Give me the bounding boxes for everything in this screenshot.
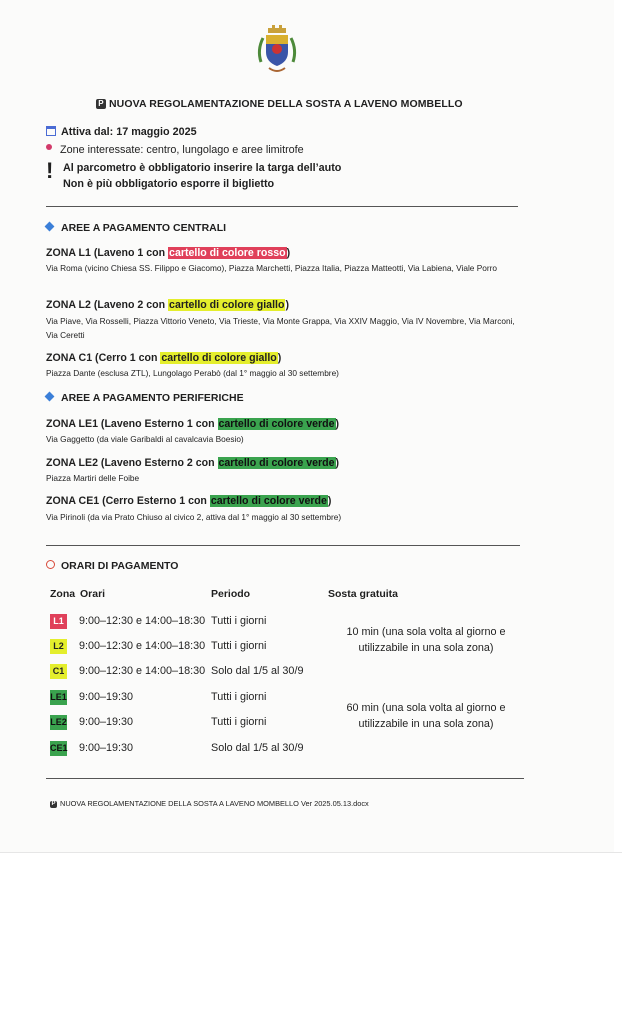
hours-cell: 9:00–12:30 e 14:00–18:30 (79, 640, 206, 652)
hours-cell: 9:00–19:30 (79, 691, 134, 703)
affected-zones: Zone interessate: centro, lungolago e aree limitrofe (46, 144, 304, 156)
document-footer: P NUOVA REGOLAMENTAZIONE DELLA SOSTA A LAVENO MOMBELLO Ver 2025.05.13.docx (51, 799, 369, 808)
zone-ce1-title: ZONA CE1 (Cerro Esterno 1 con cartello di colore verde) (46, 495, 332, 507)
divider (46, 545, 520, 546)
period-cell: Tutti i giorni (211, 691, 267, 703)
hours-cell: 9:00–19:30 (79, 742, 134, 754)
column-header-period: Periodo (211, 588, 251, 600)
exclamation-icon: ! (46, 158, 54, 183)
zone-l1-title: ZONA L1 (Laveno 1 con cartello di colore rosso) (46, 247, 291, 259)
blank-area (0, 852, 622, 1025)
zone-le1-streets: Via Gaggetto (da viale Garibaldi al cavalcavia Boesio) (46, 434, 244, 444)
peripheral-areas-heading: AREE A PAGAMENTO PERIFERICHE (46, 392, 244, 404)
zone-badge: LE2 (50, 715, 67, 730)
ticket-notice: Non è più obbligatorio esporre il biglietto (63, 178, 275, 190)
zone-l2-title: ZONA L2 (Laveno 2 con cartello di colore giallo) (46, 299, 289, 311)
zone-l2-streets: Via Piave, Via Rosselli, Piazza Vittorio Veneto, Via Trieste, Via Monte Grappa, Via XXIV Maggio, Via IV Novembre, Via Marconi, Via Ceretti (46, 316, 515, 340)
divider (46, 778, 524, 779)
divider (46, 206, 518, 207)
zone-le2-streets: Piazza Martiri delle Foibe (46, 473, 140, 483)
column-header-hours: Orari (80, 588, 106, 600)
clock-icon (46, 560, 55, 569)
zone-badge: LE1 (50, 690, 67, 705)
zone-le1-title: ZONA LE1 (Laveno Esterno 1 con cartello di colore verde) (46, 418, 340, 430)
sign-color-label: cartello di colore giallo (169, 299, 285, 311)
column-header-free-parking: Sosta gratuita (328, 588, 399, 600)
document-title: P NUOVA REGOLAMENTAZIONE DELLA SOSTA A LAVENO MOMBELLO (96, 98, 463, 110)
parking-icon: P (51, 801, 56, 807)
zone-ce1-streets: Via Pirinoli (da via Prato Chiuso al civico 2, attiva dal 1° maggio al 30 settembre) (46, 512, 342, 522)
hours-cell: 9:00–19:30 (79, 716, 134, 728)
period-cell: Solo dal 1/5 al 30/9 (211, 665, 304, 677)
schedule-heading: ORARI DI PAGAMENTO (46, 560, 178, 572)
parking-icon: P (96, 99, 106, 109)
diamond-icon (45, 392, 55, 402)
sign-color-label: cartello di colore verde (218, 418, 335, 430)
zone-badge: L2 (50, 639, 67, 654)
period-cell: Solo dal 1/5 al 30/9 (211, 742, 304, 754)
hours-cell: 9:00–12:30 e 14:00–18:30 (79, 615, 206, 627)
diamond-icon (45, 222, 55, 232)
period-cell: Tutti i giorni (211, 615, 267, 627)
coat-of-arms-logo (255, 22, 299, 78)
zone-le2-title: ZONA LE2 (Laveno Esterno 2 con cartello di colore verde) (46, 457, 340, 469)
plate-notice: Al parcometro è obbligatorio inserire la targa dell’auto (63, 162, 342, 174)
zone-l1-streets: Via Roma (vicino Chiesa SS. Filippo e Giacomo), Piazza Marchetti, Piazza Italia, Piazza Matteotti, Via Labiena, Viale Porro (46, 263, 498, 273)
sign-color-label: cartello di colore verde (210, 495, 327, 507)
zone-c1-streets: Piazza Dante (esclusa ZTL), Lungolago Perabò (dal 1° maggio al 30 settembre) (46, 368, 339, 378)
sign-color-label: cartello di colore rosso (169, 247, 286, 259)
sign-color-label: cartello di colore verde (218, 457, 335, 469)
zone-badge: CE1 (50, 741, 67, 756)
zone-badge: C1 (50, 664, 67, 679)
active-date: Attiva dal: 17 maggio 2025 (46, 126, 197, 138)
free-parking-central: 10 min (una sola volta al giorno e utilizzabile in una sola zona) (346, 626, 506, 654)
period-cell: Tutti i giorni (211, 640, 267, 652)
calendar-icon (46, 126, 56, 136)
sign-color-label: cartello di colore giallo (161, 352, 277, 364)
column-header-zone: Zona (50, 588, 76, 600)
zone-badge: L1 (50, 614, 67, 629)
pin-icon (46, 144, 52, 150)
free-parking-peripheral: 60 min (una sola volta al giorno e utilizzabile in una sola zona) (346, 702, 506, 730)
hours-cell: 9:00–12:30 e 14:00–18:30 (79, 665, 206, 677)
zone-c1-title: ZONA C1 (Cerro 1 con cartello di colore giallo) (46, 352, 282, 364)
period-cell: Tutti i giorni (211, 716, 267, 728)
central-areas-heading: AREE A PAGAMENTO CENTRALI (46, 222, 226, 234)
